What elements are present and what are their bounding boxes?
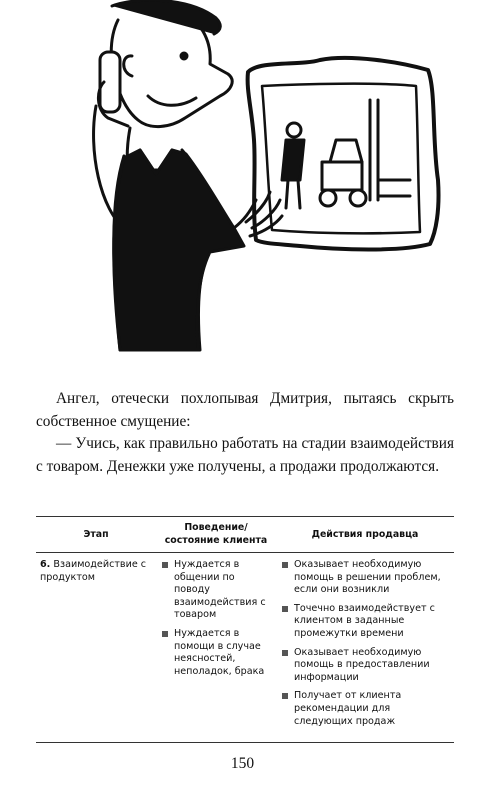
behavior-cell [156,553,276,743]
stage-number: 6. [40,559,51,570]
behavior-list [160,559,272,678]
header-actions: Действия продавца [276,517,454,553]
cartoon-illustration [0,0,485,372]
stage-cell [36,553,156,743]
list-item: Получает от клиента рекомендации для следующих продаж [280,690,450,728]
actions-list [280,559,450,728]
list-item: Нуждается в общении по поводу взаимодействия с товаром [160,559,272,622]
table-header-row [36,517,454,553]
list-item: Нуждается в помощи в случае неясностей, неполадок, брака [160,628,272,678]
header-behavior-line1: Поведение/ [184,522,248,534]
body-text [36,388,454,478]
paragraph-1: Ангел, отечески похлопывая Дмитрия, пытаясь скрыть собственное смущение: [36,390,454,430]
header-stage: Этап [36,517,156,553]
actions-cell [276,553,454,743]
header-behavior-line2: состояние клиента [164,535,268,546]
table-row [36,553,454,743]
list-item: Точечно взаимодействует с клиентом в заданные промежутки времени [280,603,450,641]
page-number: 150 [230,755,255,772]
header-behavior [156,517,276,553]
paragraph-2: — Учись, как правильно работать на стадии взаимодействия с товаром. Денежки уже получены, а продажи продолжаются. [36,435,454,475]
stage-title: Взаимодействие с продуктом [40,559,147,583]
sales-stages-table [36,516,454,743]
list-item: Оказывает необходимую помощь в решении проблем, если они возникли [280,559,450,597]
list-item: Оказывает необходимую помощь в предоставлении информации [280,647,450,685]
